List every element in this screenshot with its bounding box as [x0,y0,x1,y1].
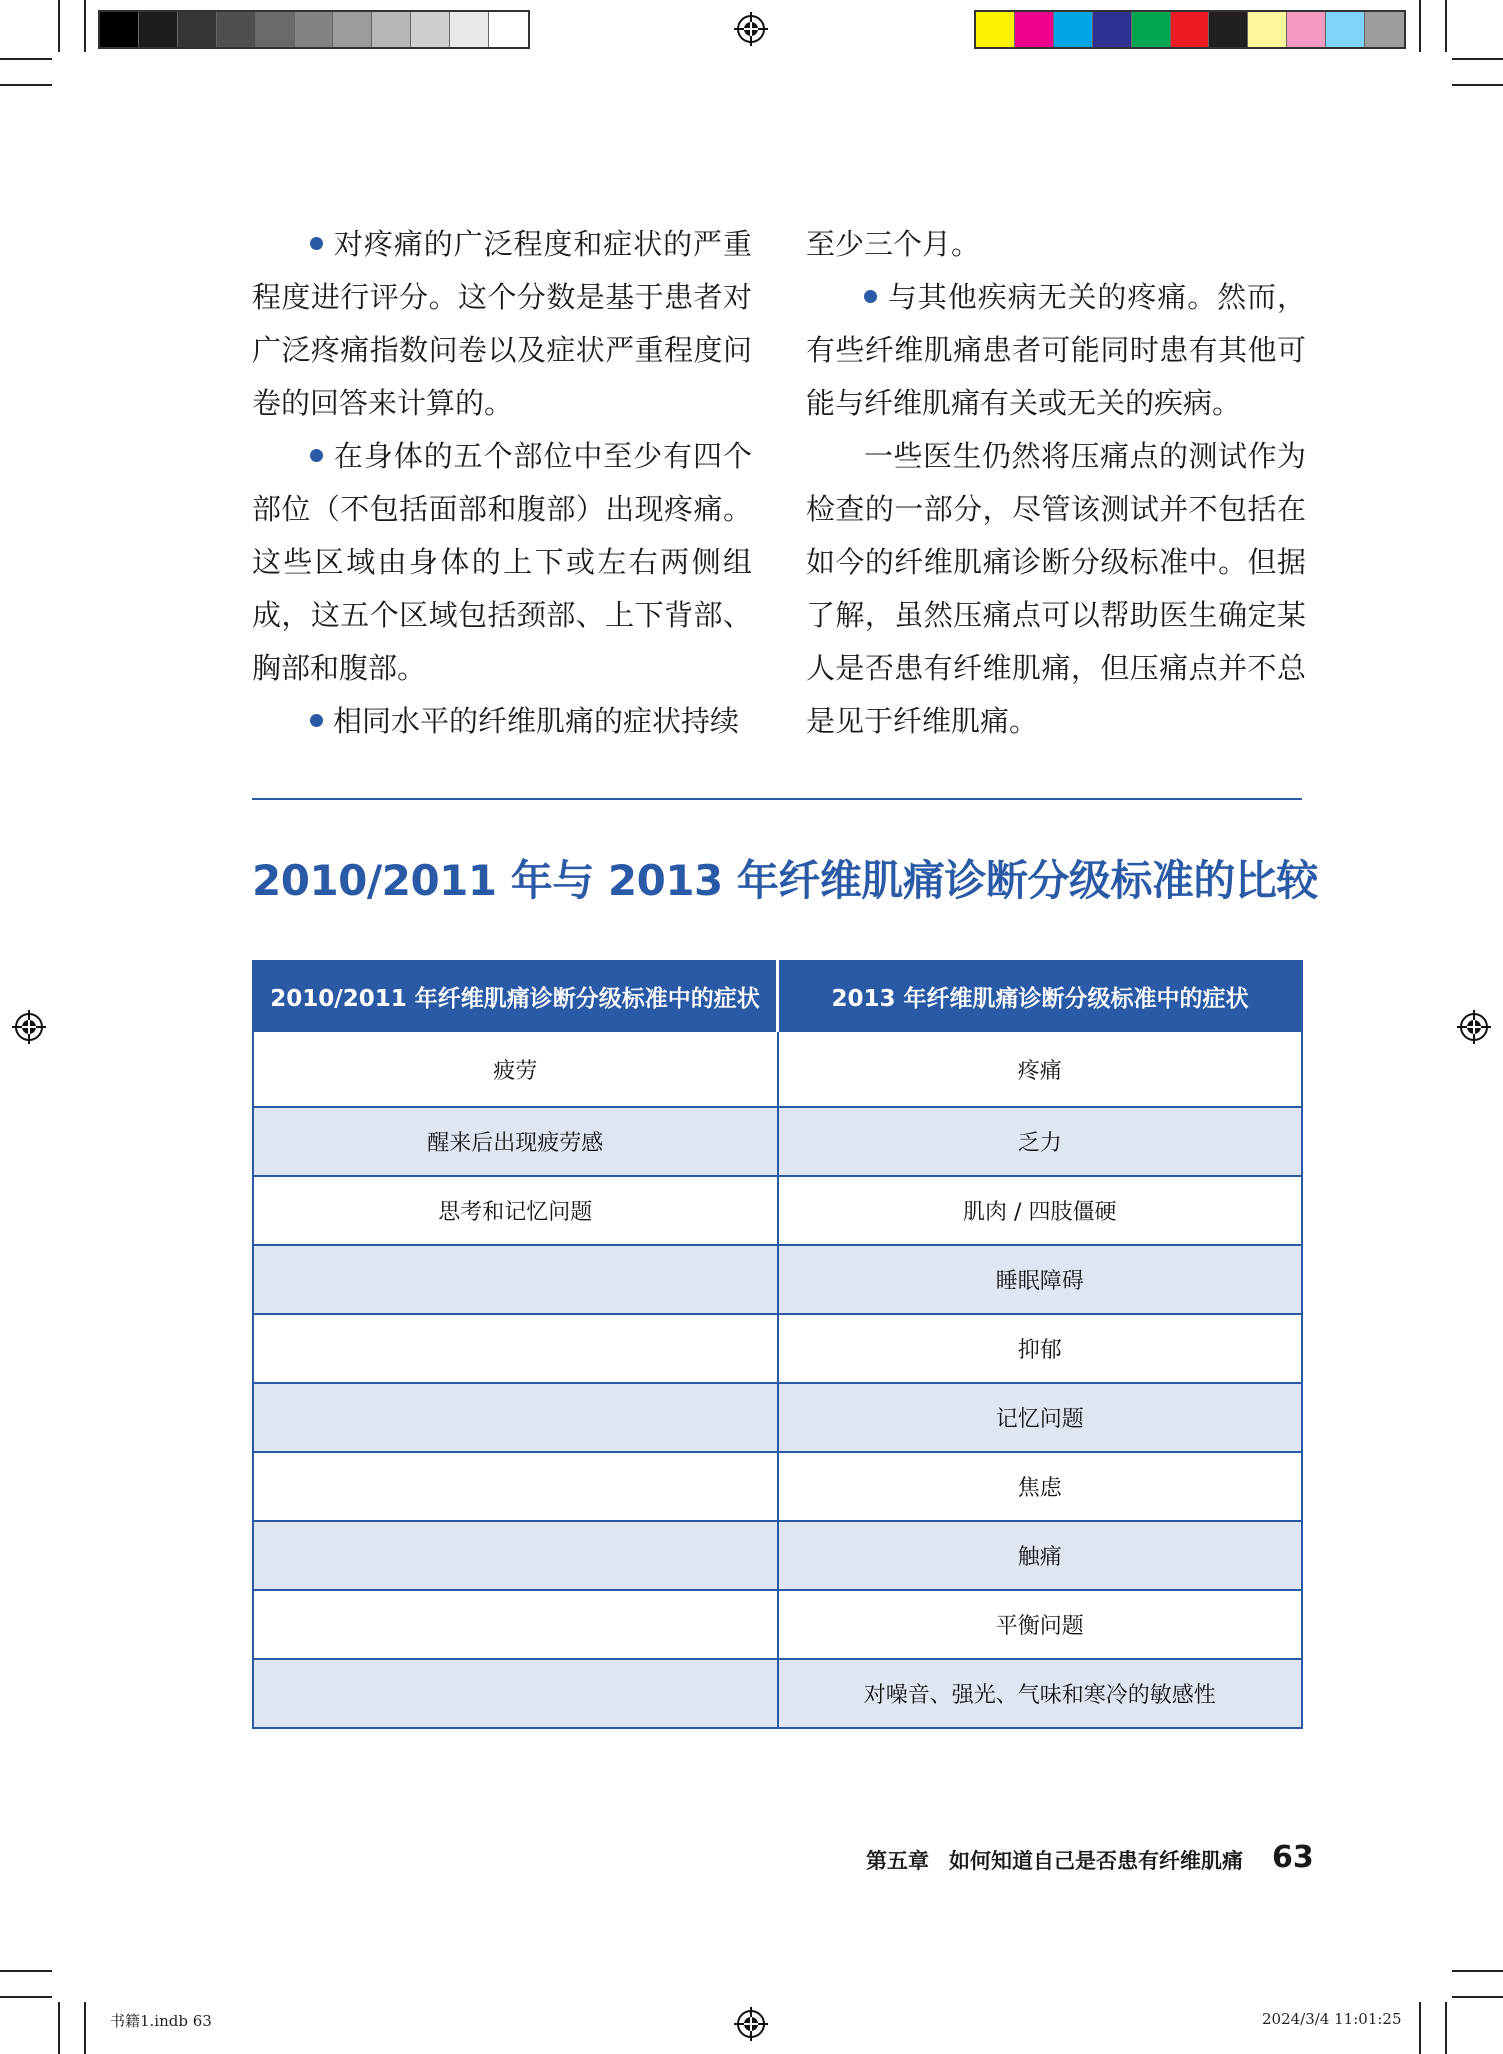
crop-mark [0,58,52,60]
crop-mark [0,84,52,86]
crop-mark [58,0,60,52]
cell-2010-symptom [253,1452,778,1521]
crop-mark [84,0,86,52]
cell-2010-symptom: 醒来后出现疲劳感 [253,1107,778,1176]
bullet-icon [310,449,323,462]
cell-2013-symptom: 记忆问题 [778,1383,1303,1452]
grayscale-bar [98,10,530,49]
color-swatch [1054,12,1093,47]
crop-mark [58,2002,60,2054]
color-swatch [256,12,295,47]
color-swatch [1015,12,1054,47]
crop-mark [1452,1996,1503,1998]
registration-mark-icon [734,12,768,46]
color-swatch [1171,12,1210,47]
color-swatch [489,12,528,47]
color-swatch [1132,12,1171,47]
color-swatch [1287,12,1326,47]
running-footer [866,1845,1243,1875]
cell-2013-symptom: 对噪音、强光、气味和寒冷的敏感性 [778,1659,1303,1728]
cell-2013-symptom: 疼痛 [778,1031,1303,1107]
left-text-column [252,218,752,748]
paragraph [806,430,1306,748]
table-row [253,1383,1302,1452]
cell-2010-symptom [253,1590,778,1659]
table-row [253,1521,1302,1590]
cell-2010-symptom [253,1659,778,1728]
page-number: 63 [1272,1840,1314,1875]
color-swatch [450,12,489,47]
paragraph [252,430,752,695]
cell-2010-symptom [253,1521,778,1590]
cell-2010-symptom: 思考和记忆问题 [253,1176,778,1245]
crop-mark [1419,2002,1421,2054]
section-heading: 2010/2011 年与 2013 年纤维肌痛诊断分级标准的比较 [252,856,1318,905]
table-row [253,1107,1302,1176]
comparison-table [252,960,1303,1729]
table-header-row [253,961,1302,1031]
chapter-label: 第五章 [866,1849,929,1873]
paragraph-text: 相同水平的纤维肌痛的症状持续 [333,704,740,738]
color-swatch [295,12,334,47]
section-divider [252,798,1302,800]
color-swatch [100,12,139,47]
crop-mark [1452,1970,1503,1972]
bullet-icon [310,714,323,727]
slug-file: 书籍1.indb 63 [110,2012,212,2030]
table-row [253,1314,1302,1383]
cell-2010-symptom [253,1383,778,1452]
cell-2010-symptom [253,1314,778,1383]
table-row [253,1176,1302,1245]
cell-2013-symptom: 焦虑 [778,1452,1303,1521]
color-bar [974,10,1406,49]
crop-mark [84,2002,86,2054]
paragraph [806,218,1306,271]
cell-2010-symptom [253,1245,778,1314]
cell-2013-symptom: 乏力 [778,1107,1303,1176]
crop-mark [0,1996,52,1998]
table-row [253,1031,1302,1107]
paragraph [252,695,752,748]
paragraph-text: 一些医生仍然将压痛点的测试作为检查的一部分，尽管该测试并不包括在如今的纤维肌痛诊断分级标准中。但据了解，虽然压痛点可以帮助医生确定某人是否患有纤维肌痛，但压痛点并不总是见于纤维肌痛。 [806,439,1306,738]
crop-mark [1452,84,1503,86]
paragraph-text: 在身体的五个部位中至少有四个部位（不包括面部和腹部）出现疼痛。这些区域由身体的上下或左右两侧组成，这五个区域包括颈部、上下背部、胸部和腹部。 [252,439,752,685]
table-row [253,1245,1302,1314]
right-text-column [806,218,1306,748]
crop-mark [1419,0,1421,52]
cell-2013-symptom: 平衡问题 [778,1590,1303,1659]
crop-mark [1452,58,1503,60]
crop-mark [1445,0,1447,52]
paragraph-text: 与其他疾病无关的疼痛。然而，有些纤维肌痛患者可能同时患有其他可能与纤维肌痛有关或无关的疾病。 [806,280,1306,420]
cell-2013-symptom: 肌肉 / 四肢僵硬 [778,1176,1303,1245]
color-swatch [1248,12,1287,47]
bullet-icon [310,237,323,250]
color-swatch [333,12,372,47]
chapter-title: 如何知道自己是否患有纤维肌痛 [949,1849,1243,1873]
table-row [253,1659,1302,1728]
registration-mark-icon [734,2007,768,2041]
table-row [253,1590,1302,1659]
crop-mark [0,1970,52,1972]
color-swatch [1365,12,1404,47]
color-swatch [976,12,1015,47]
cell-2013-symptom: 触痛 [778,1521,1303,1590]
color-swatch [1326,12,1365,47]
table-header-2013: 2013 年纤维肌痛诊断分级标准中的症状 [778,961,1303,1031]
table-header-2010: 2010/2011 年纤维肌痛诊断分级标准中的症状 [253,961,778,1031]
registration-mark-icon [12,1010,46,1044]
registration-mark-icon [1457,1010,1491,1044]
color-swatch [178,12,217,47]
bullet-icon [864,290,877,303]
color-swatch [139,12,178,47]
color-swatch [411,12,450,47]
color-swatch [217,12,256,47]
color-swatch [372,12,411,47]
table-row [253,1452,1302,1521]
crop-mark [1445,2002,1447,2054]
color-swatch [1209,12,1248,47]
paragraph-text: 对疼痛的广泛程度和症状的严重程度进行评分。这个分数是基于患者对广泛疼痛指数问卷以及症状严重程度问卷的回答来计算的。 [252,227,752,420]
cell-2013-symptom: 睡眠障碍 [778,1245,1303,1314]
color-swatch [1093,12,1132,47]
cell-2013-symptom: 抑郁 [778,1314,1303,1383]
paragraph [806,271,1306,430]
slug-timestamp: 2024/3/4 11:01:25 [1262,2010,1402,2028]
paragraph [252,218,752,430]
paragraph-text: 至少三个月。 [806,227,981,261]
cell-2010-symptom: 疲劳 [253,1031,778,1107]
